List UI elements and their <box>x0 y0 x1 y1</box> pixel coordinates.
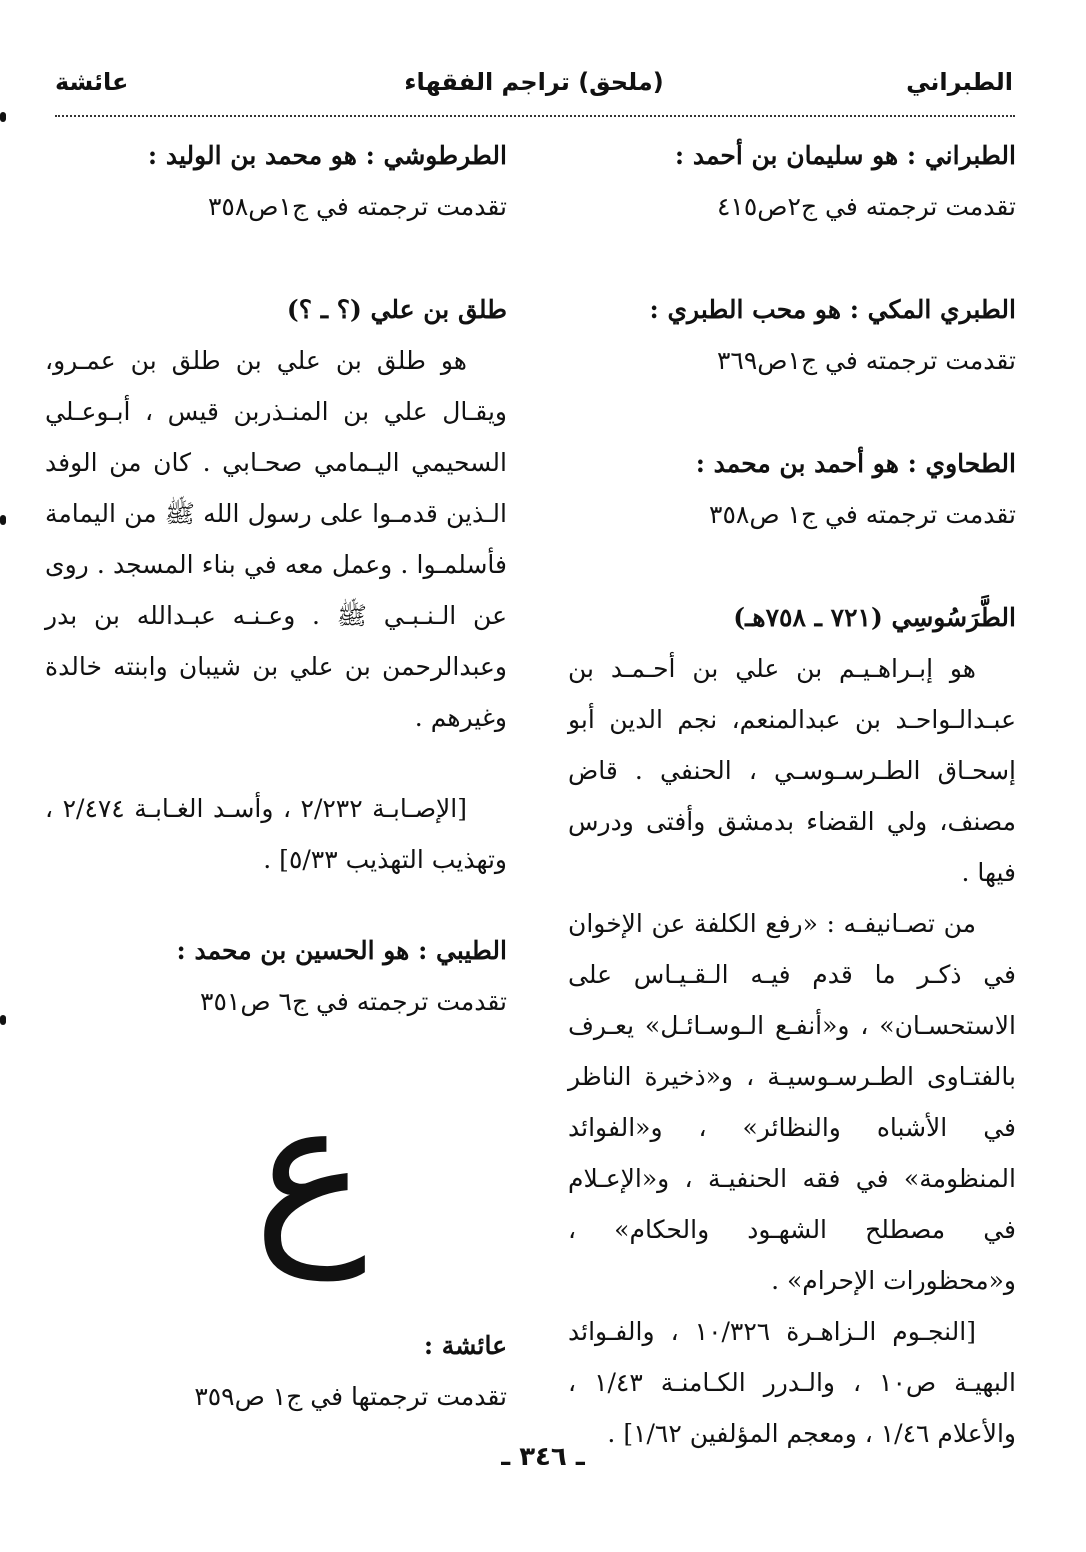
header-dotted-rule <box>55 115 1015 117</box>
running-header <box>55 68 1013 108</box>
left-column-bottom <box>45 1320 507 1422</box>
section-letter-heading: ع <box>253 1059 367 1280</box>
header-right: الطبراني <box>906 68 1013 96</box>
entry-aisha <box>45 1320 507 1422</box>
page-number: ـ ٣٤٦ ـ <box>501 1442 585 1472</box>
entry-reference: تقدمت ترجمته في ج١ص٣٥٨ <box>207 192 507 221</box>
left-column <box>45 130 507 1027</box>
entry-sources: [الإصـابـة ٢/٢٣٢ ، وأسـد الغـابـة ٢/٤٧٤ ، وتهذيب التهذيب ٥/٣٣] . <box>45 794 507 874</box>
entry-sources: [النجـوم الـزاهـرة ١٠/٣٢٦ ، والفـوائد البهيـة ص١٠ ، والـدرر الكـامنـة ١/٤٣ ، والأعلام ١/٤٦ ، ومعجم المؤلفين ١/٦٢] . <box>568 1317 1016 1448</box>
entry-reference: تقدمت ترجمته في ج١ص٣٦٩ <box>716 346 1016 375</box>
entry-reference: تقدمت ترجمتها في ج١ ص٣٥٩ <box>194 1382 507 1411</box>
entry-biography: هو إبـراهـيـم بن علي بن أحـمـد بن عبـدالـواحـد بن عبدالمنعم، نجم الدين أبو إسحـاق الطـرسـوسـي ، الحنفي . قاض مصنف، ولي القضاء بدمشق وأفتى ودرس فيها . <box>568 654 1016 887</box>
entry-title: طلق بن علي (؟ ـ ؟) <box>286 295 507 324</box>
entry-tabarani <box>568 130 1016 232</box>
entry-tahawi <box>568 438 1016 540</box>
entry-reference: تقدمت ترجمته في ج٦ ص٣٥١ <box>200 987 507 1016</box>
right-column <box>568 130 1016 1459</box>
scan-margin-mark <box>0 112 6 122</box>
entry-biography: هو طلق بن علي بن طلق بن عمـرو، ويقـال علي بن المنـذربن قيس ، أبـوعـلي السحيمي اليـمامي صحـابي . كان من الوفد الـذين قدمـوا على رسول الله ﷺ من اليمامة فأسلمـوا . وعمل معه في بناء المسجد . روى عن الـنـبـي ﷺ . وعـنـه عبـدالله بن بدر وعبدالرحمن بن علي بن شيبان وابنته خالدة وغيرهم . <box>45 346 507 732</box>
entry-works: من تصـانيفـه : «رفع الكلفة عن الإخوان في ذكـر ما قدم فيـه الـقـيـاس على الاستحسـان» ، و«أنفـع الـوسـائـل» يعـرف بالفتـاوى الطـرسـوسيـة ، و«ذخيرة الناظر في الأشباه والنظائر» ، و«الفوائد المنظومة» في فقه الحنفيـة ، و«الإعـلام في مصطلح الشهـود والحكام» ، و«محظورات الإحرام» . <box>568 909 1016 1295</box>
entry-turtushi <box>45 130 507 232</box>
entry-title: الطبراني : هو سليمان بن أحمد : <box>674 141 1016 170</box>
scan-margin-mark <box>0 1015 6 1025</box>
header-center: (ملحق) تراجم الفقهاء <box>404 68 664 96</box>
entry-talq-bin-ali <box>45 284 507 885</box>
entry-title: الطحاوي : هو أحمد بن محمد : <box>695 449 1016 478</box>
header-left: عائشة <box>55 68 129 96</box>
entry-tibi <box>45 925 507 1027</box>
entry-tarsusi <box>568 592 1016 1459</box>
entry-tabari-makki <box>568 284 1016 386</box>
scan-margin-mark <box>0 515 6 525</box>
entry-reference: تقدمت ترجمته في ج١ ص٣٥٨ <box>709 500 1016 529</box>
entry-reference: تقدمت ترجمته في ج٢ص٤١٥ <box>716 192 1016 221</box>
entry-title: الطبري المكي : هو محب الطبري : <box>649 295 1016 324</box>
entry-title: عائشة : <box>423 1331 507 1360</box>
entry-title: الطَّرَسُوسِي (٧٢١ ـ ٧٥٨هـ) <box>733 603 1016 632</box>
entry-title: الطرطوشي : هو محمد بن الوليد : <box>147 141 507 170</box>
entry-title: الطيبي : هو الحسين بن محمد : <box>176 936 507 965</box>
